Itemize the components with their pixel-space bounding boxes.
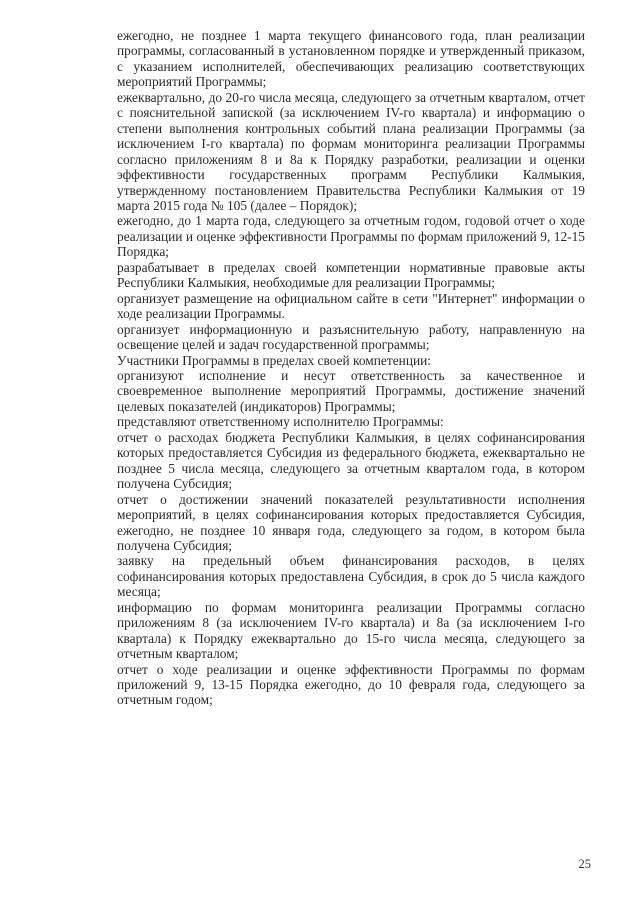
paragraph: Участники Программы в пределах своей компетенции: — [117, 352, 432, 368]
paragraph: представляют ответственному исполнителю Программы: — [117, 414, 444, 430]
paragraph: ежегодно, до 1 марта года, следующего за отчетным годом, годовой отчет о ходе реализации и оценке эффективности Программы по формам приложений 9, 12-15 Порядка; — [117, 213, 585, 260]
paragraph: заявку на предельный объем финансирования расходов, в целях софинансирования которых предоставлена Субсидия, в срок до 5 числа каждого месяца; — [117, 553, 585, 600]
paragraph: отчет о расходах бюджета Республики Калмыкия, в целях софинансирования которых предоставляется Субсидия из федерального бюджета, ежеквартально не позднее 5 числа месяца, следующего за отчетным кварталом года, в котором получена Субсидия; — [117, 429, 585, 492]
paragraph: организует размещение на официальном сайте в сети "Интернет" информации о ходе реализации Программы. — [117, 290, 585, 322]
paragraph: ежегодно, не позднее 1 марта текущего финансового года, план реализации программы, согласованный в установленном порядке и утвержденный приказом, с указанием исполнителей, обеспечивающих реализацию соответствующих мероприятий Программы; — [117, 28, 585, 90]
paragraph: отчет о ходе реализации и оценке эффективности Программы по формам приложений 9, 13-15 Порядка ежегодно, до 10 февраля года, следующего за отчетным годом; — [117, 661, 585, 708]
paragraph: ежеквартально, до 20-го числа месяца, следующего за отчетным кварталом, отчет с пояснительной запиской (за исключением IV-го квартала) и информацию о степени выполнения контрольных событий плана реализации Программы (за исключением I-го квартала) по формам мониторинга реализации Программы согласно приложениям 8 и 8а к Порядку разработки, реализации и оценки эффективности государственных программ Республики Калмыкия, утвержденному постановлением Правительства Республики Калмыкия от 19 марта 2015 года № 105 (далее – Порядок); — [117, 89, 585, 213]
paragraph: организуют исполнение и несут ответственность за качественное и своевременное выполнение мероприятий Программы, достижение значений целевых показателей (индикаторов) Программы; — [117, 367, 585, 414]
paragraph: разрабатывает в пределах своей компетенции нормативные правовые акты Республики Калмыкия, необходимые для реализации Программы; — [117, 259, 585, 291]
document-body — [117, 28, 585, 708]
paragraph: отчет о достижении значений показателей результативности исполнения мероприятий, в целях софинансирования которых предоставляется Субсидия, ежегодно, не позднее 10 января года, следующего за годом, в котором была получена Субсидия; — [117, 491, 585, 553]
paragraph: информацию по формам мониторинга реализации Программы согласно приложениям 8 (за исключением IV-го квартала) и 8а (за исключением I-го квартала) к Порядку ежеквартально до 15-го числа месяца, следующего за отчетным кварталом; — [117, 599, 585, 662]
page-number: 25 — [578, 857, 591, 871]
paragraph: организует информационную и разъяснительную работу, направленную на освещение целей и задач государственной программы; — [117, 321, 585, 353]
